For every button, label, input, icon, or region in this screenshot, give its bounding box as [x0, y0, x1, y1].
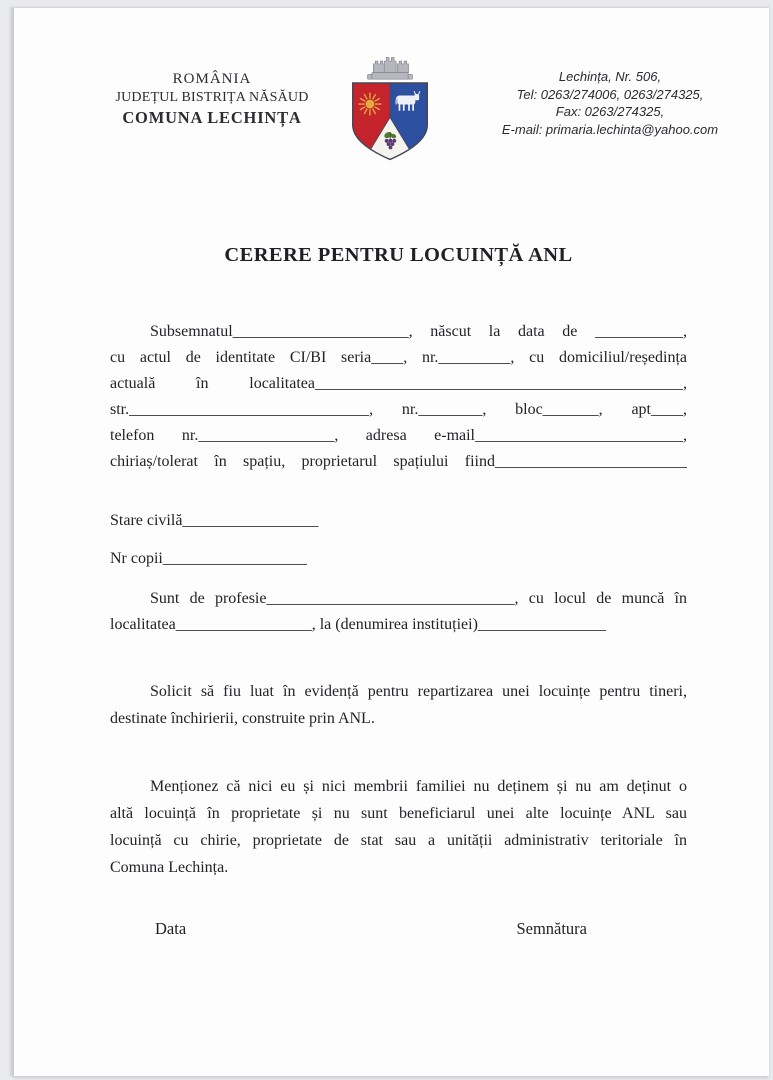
profession-line: Sunt de profesie_______________________________, cu locul de muncă în: [150, 590, 687, 607]
address-line: Lechința, Nr. 506,: [558, 69, 662, 84]
commune-name: COMUNA LECHINȚA: [122, 108, 302, 127]
county-name: JUDEȚUL BISTRIȚA NĂSĂUD: [115, 90, 309, 105]
mural-crown-icon: [368, 57, 413, 79]
fax-line: Fax: 0263/274325,: [555, 104, 665, 119]
identity-line: Subsemnatul______________________, născut la data de ___________,: [150, 323, 687, 340]
issuer-block: [111, 70, 313, 127]
declaration-paragraph: [110, 773, 687, 881]
identity-line: actuală în localitatea______________________________________________,: [110, 375, 687, 392]
request-line: Solicit să fiu luat în evidență pentru repartizarea unei locuințe pentru tineri,: [150, 683, 687, 700]
date-label: Data: [155, 919, 187, 938]
identity-line: chiriaș/tolerat în spațiu, proprietarul spațiului fiind________________________: [110, 453, 687, 470]
profession-line: localitatea_________________, la (denumirea instituției)________________: [110, 616, 606, 633]
sun-disc: [366, 100, 375, 109]
identity-line: telefon nr._________________, adresa e-mail__________________________,: [110, 427, 687, 444]
signature-label: Semnătura: [516, 919, 587, 938]
coat-of-arms-icon: [347, 48, 433, 162]
letterhead: [14, 8, 769, 158]
email-line: E-mail: primaria.lechinta@yahoo.com: [501, 121, 719, 137]
declaration-line: Menționez că nici eu și nici membrii familiei nu deținem și nu am deținut o: [150, 778, 687, 795]
country-name: ROMÂNIA: [172, 71, 252, 87]
marital-status-field: Stare civilă_________________: [110, 512, 319, 529]
request-paragraph: [110, 678, 687, 732]
form-body: [14, 242, 769, 939]
contact-block: [476, 68, 744, 138]
identity-paragraph: [110, 319, 687, 475]
request-line: destinate închirierii, construite prin ANL.: [110, 710, 375, 727]
profession-paragraph: [110, 586, 687, 638]
document-title: CERERE PENTRU LOCUINȚĂ ANL: [224, 244, 573, 266]
declaration-line: locuință cu chirie, proprietate de stat sau a unității administrativ teritoriale în: [110, 832, 687, 849]
identity-line: cu actul de identitate CI/BI seria____, nr._________, cu domiciliul/reședința: [110, 349, 687, 366]
tel-line: Tel: 0263/274006, 0263/274325,: [516, 86, 704, 102]
children-count-field: Nr copii__________________: [110, 550, 307, 567]
identity-line: str.______________________________, nr.________, bloc_______, apt____,: [110, 401, 687, 418]
declaration-line: Comuna Lechința.: [110, 859, 229, 876]
declaration-line: altă locuință în proprietate și nu sunt beneficiarul unei alte locuințe ANL sau: [110, 805, 687, 822]
document-page: [13, 7, 769, 1076]
signature-row: [110, 919, 687, 939]
